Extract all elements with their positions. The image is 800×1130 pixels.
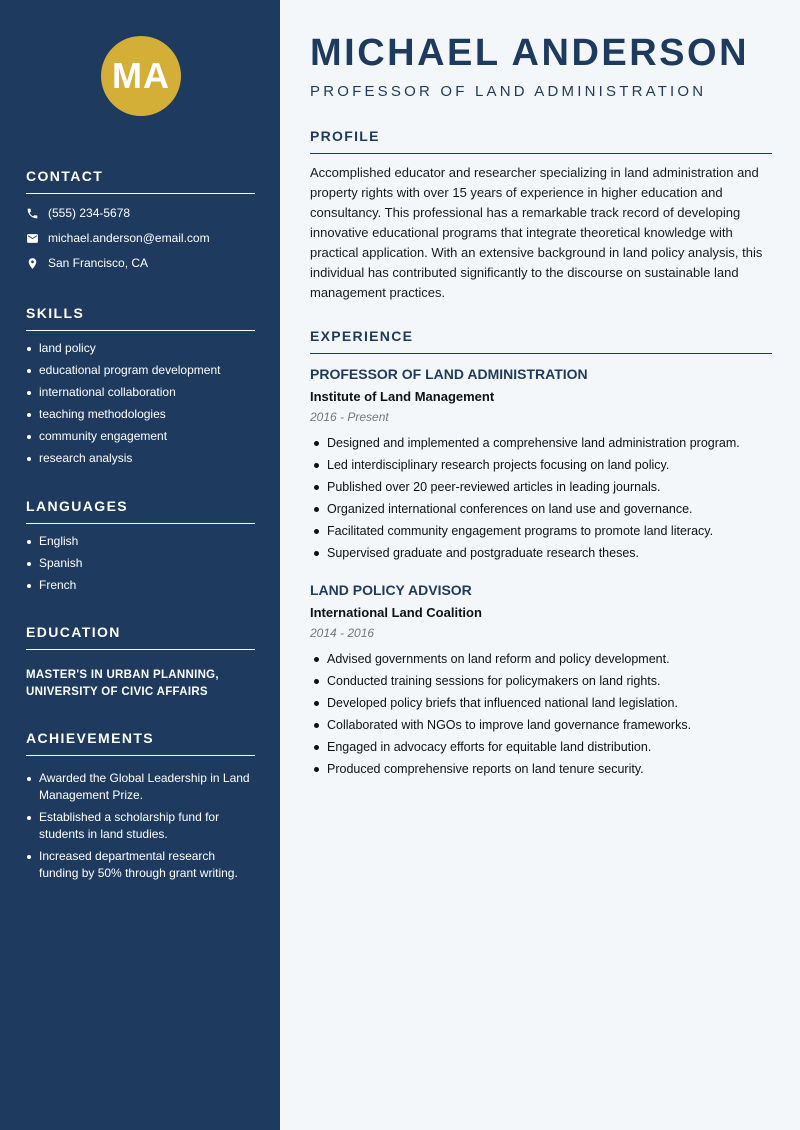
candidate-name: MICHAEL ANDERSON xyxy=(310,32,750,74)
skill-item: international collaboration xyxy=(26,384,255,401)
profile-text: Accomplished educator and researcher specializing in land administration and property rights with over 15 years of experience in higher education and consultancy. This professional has a remarkable track record of developing innovative educational programs that integrate theoretical knowledge with practical application. With an extensive background in land policy analysis, this individual has contributed significantly to the discourse on sustainable land management practices. xyxy=(310,165,763,300)
job-bullet: Advised governments on land reform and policy development. xyxy=(310,651,670,667)
job-title: LAND POLICY ADVISOR xyxy=(310,582,472,598)
profile-heading: PROFILE xyxy=(310,128,772,154)
job-bullet: Collaborated with NGOs to improve land governance frameworks. xyxy=(310,717,691,733)
job-bullet: Organized international conferences on land use and governance. xyxy=(310,501,693,517)
languages-section xyxy=(26,498,255,592)
location-pin-icon xyxy=(26,257,39,270)
job-bullet: Led interdisciplinary research projects focusing on land policy. xyxy=(310,457,669,473)
contact-heading: CONTACT xyxy=(26,168,255,194)
location-text: San Francisco, CA xyxy=(48,256,149,270)
education-degree xyxy=(26,667,255,701)
email-icon xyxy=(26,232,39,245)
avatar: MA xyxy=(101,36,181,116)
achievement-line: Management Prize. xyxy=(39,788,144,802)
skill-item: research analysis xyxy=(26,450,255,467)
job-bullet: Engaged in advocacy efforts for equitable land distribution. xyxy=(310,739,651,755)
experience-heading: EXPERIENCE xyxy=(310,328,772,354)
achievement-line: Increased departmental research xyxy=(39,849,216,863)
job-bullet: Designed and implemented a comprehensive land administration program. xyxy=(310,435,740,451)
skills-section xyxy=(26,305,255,465)
skills-heading: SKILLS xyxy=(26,305,255,331)
skill-item: community engagement xyxy=(26,428,255,445)
education-line-2: UNIVERSITY OF CIVIC AFFAIRS xyxy=(26,686,208,698)
job-bullet: Produced comprehensive reports on land tenure security. xyxy=(310,761,644,777)
job-bullet: Developed policy briefs that influenced national land legislation. xyxy=(310,695,678,711)
job-bullet: Supervised graduate and postgraduate research theses. xyxy=(310,545,639,561)
email-text: michael.anderson@email.com xyxy=(48,231,210,245)
contact-location xyxy=(26,255,148,271)
contact-section xyxy=(26,168,255,270)
achievement-item xyxy=(26,770,255,804)
job-organization: Institute of Land Management xyxy=(310,389,495,404)
skill-item: teaching methodologies xyxy=(26,406,255,423)
skill-item: land policy xyxy=(26,340,255,357)
achievement-line: Awarded the Global Leadership in Land xyxy=(39,771,250,785)
achievement-line: Established a scholarship fund for xyxy=(39,810,220,824)
achievement-item xyxy=(26,848,255,882)
job-bullet: Facilitated community engagement programs to promote land literacy. xyxy=(310,523,713,539)
achievement-line: funding by 50% through grant writing. xyxy=(39,866,238,880)
education-section xyxy=(26,624,255,698)
job-bullet: Published over 20 peer-reviewed articles in leading journals. xyxy=(310,479,661,495)
job-organization: International Land Coalition xyxy=(310,605,482,620)
achievements-heading: ACHIEVEMENTS xyxy=(26,730,255,756)
language-item: English xyxy=(26,533,255,550)
job-dates: 2016 - Present xyxy=(310,410,389,424)
education-heading: EDUCATION xyxy=(26,624,255,650)
contact-email xyxy=(26,230,210,246)
education-line-1: MASTER'S IN URBAN PLANNING, xyxy=(26,669,219,681)
achievement-line: students in land studies. xyxy=(39,827,168,841)
language-item: Spanish xyxy=(26,555,255,572)
languages-heading: LANGUAGES xyxy=(26,498,255,524)
contact-phone xyxy=(26,205,130,221)
achievement-item xyxy=(26,809,255,843)
skill-item: educational program development xyxy=(26,362,255,379)
job-dates: 2014 - 2016 xyxy=(310,626,375,640)
achievements-section xyxy=(26,730,255,880)
phone-icon xyxy=(26,207,39,220)
job-bullet: Conducted training sessions for policymakers on land rights. xyxy=(310,673,661,689)
candidate-title: PROFESSOR OF LAND ADMINISTRATION xyxy=(310,83,707,100)
sidebar xyxy=(0,0,280,1130)
language-item: French xyxy=(26,577,255,594)
job-title: PROFESSOR OF LAND ADMINISTRATION xyxy=(310,366,588,382)
phone-text: (555) 234-5678 xyxy=(48,206,131,220)
